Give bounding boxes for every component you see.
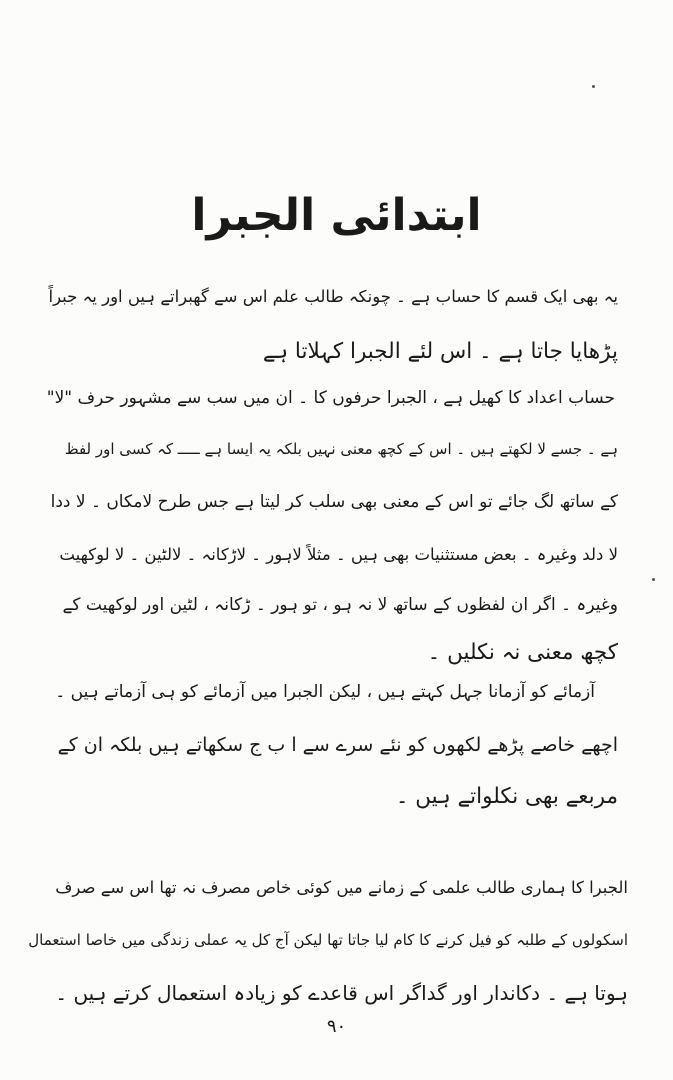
text-line: ہوتا ہے ۔ دکاندار اور گداگر اس قاعدے کو زیادہ استعمال کرتے ہیں ۔: [55, 981, 628, 1005]
page-number: ۹۰: [326, 1016, 347, 1037]
text-line: الجبرا کا ہماری طالب علمی کے زمانے میں کوئی خاص مصرف نہ تھا اس سے صرف: [55, 878, 628, 897]
text-line: آزمائے کو آزمانا جہل کہتے ہیں ، لیکن الجبرا میں آزمائے کو ہی آزماتے ہیں ۔: [55, 682, 595, 702]
text-line: پڑھایا جاتا ہے ۔ اس لئے الجبرا کہلاتا ہے: [262, 339, 618, 364]
text-line: کے ساتھ لگ جائے تو اس کے معنی بھی سلب کر لیتا ہے جس طرح لامکاں ۔ لا ددا: [50, 492, 618, 512]
text-line: اچھے خاصے پڑھے لکھوں کو نئے سرے سے ا ب ج سکھاتے ہیں بلکہ ان کے: [57, 734, 618, 756]
text-line: وغیرہ ۔ اگر ان لفظوں کے ساتھ لا نہ ہو ، تو ہور ۔ ڑکانہ ، لٹین اور لوکھیت کے: [62, 595, 618, 615]
text-line: لا دلد وغیرہ ۔ بعض مستثنیات بھی ہیں ۔ مثلاً لاہور ۔ لاڑکانہ ۔ لالٹین ۔ لا لوکھیت: [59, 545, 618, 564]
text-line: یہ بھی ایک قسم کا حساب ہے ۔ چونکہ طالب علم اس سے گھبراتے ہیں اور یہ جبراً: [48, 287, 618, 306]
text-line: اسکولوں کے طلبہ کو فیل کرنے کا کام لیا جاتا تھا لیکن آج کل یہ عملی زندگی میں خاصا استعمال: [28, 931, 628, 949]
text-line: ہے ۔ جسے لا لکھتے ہیں ۔ اس کے کچھ معنی نہیں بلکہ یہ ایسا ہے ـــــ کہ کسی اور لفظ: [64, 440, 618, 458]
text-line: حساب اعداد کا کھیل ہے ، الجبرا حرفوں کا ۔ ان میں سب سے مشہور حرف "لا": [46, 388, 615, 408]
scan-speck: [592, 85, 595, 88]
chapter-title: ابتدائی الجبرا: [191, 190, 482, 241]
text-line: مربعے بھی نکلواتے ہیں ۔: [395, 784, 618, 809]
scan-speck: [652, 578, 655, 581]
text-line: کچھ معنی نہ نکلیں ۔: [427, 640, 618, 665]
